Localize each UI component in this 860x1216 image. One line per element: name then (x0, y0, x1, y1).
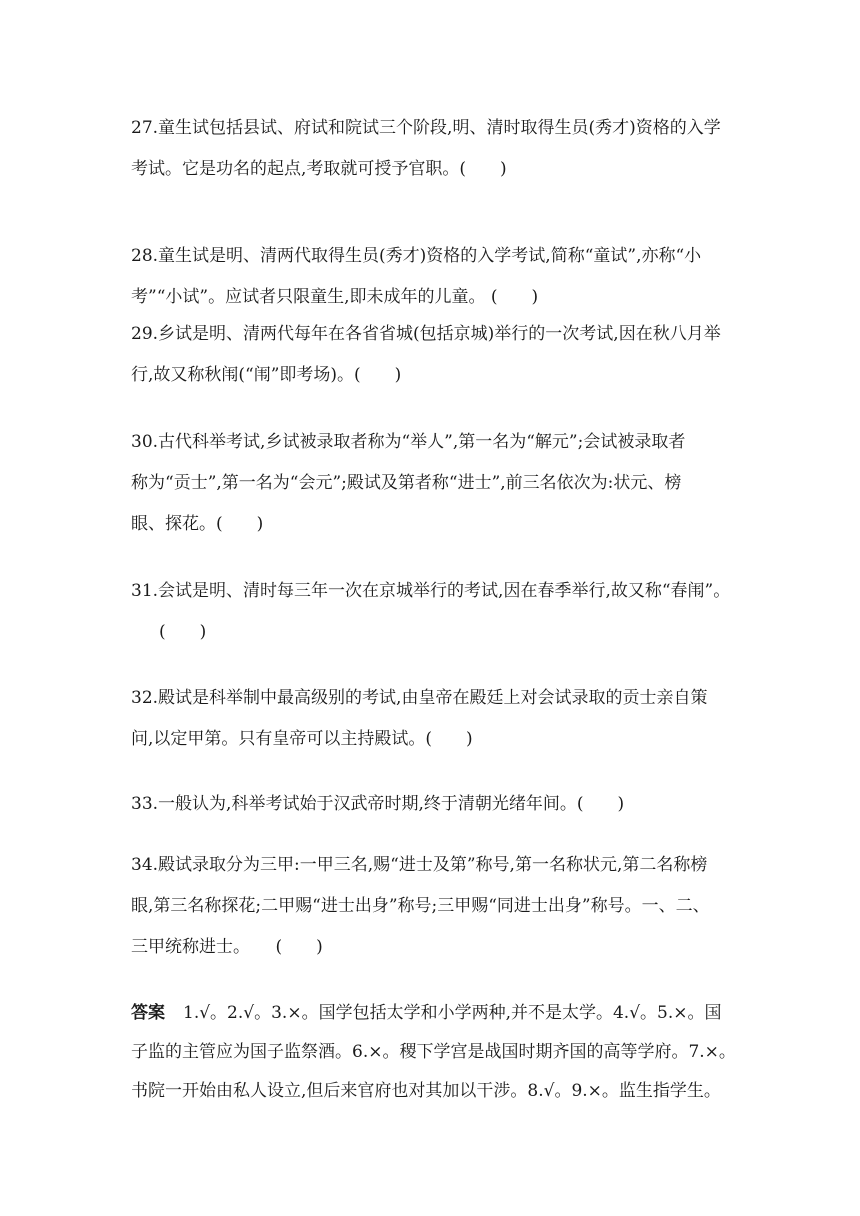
question-32-line-2: 问,以定甲第。只有皇帝可以主持殿试。( ) (131, 729, 473, 749)
answer-line-2: 子监的主管应为国子监祭酒。6.×。稷下学宫是战国时期齐国的高等学府。7.×。 (131, 1042, 736, 1062)
question-27-line-2: 考试。它是功名的起点,考取就可授予官职。( ) (131, 159, 507, 179)
question-29-line-1: 29.乡试是明、清两代每年在各省省城(包括京城)举行的一次考试,因在秋八月举 (131, 324, 721, 344)
question-28 (131, 236, 741, 318)
question-27-line-1: 27.童生试包括县试、府试和院试三个阶段,明、清时取得生员(秀才)资格的入学 (131, 118, 721, 138)
question-30-line-1: 30.古代科举考试,乡试被录取者称为“举人”,第一名为“解元”;会试被录取者 (131, 432, 686, 452)
question-32-line-1: 32.殿试是科举制中最高级别的考试,由皇帝在殿廷上对会试录取的贡士亲自策 (131, 688, 708, 708)
question-29-line-2: 行,故又称秋闱(“闱”即考场)。( ) (131, 365, 402, 385)
question-34-line-1: 34.殿试录取分为三甲:一甲三名,赐“进士及第”称号,第一名称状元,第二名称榜 (131, 855, 708, 875)
question-30-line-3: 眼、探花。( ) (131, 514, 264, 534)
question-32 (131, 678, 741, 760)
question-33 (131, 784, 741, 825)
answer-label: 答案 (131, 1003, 165, 1023)
answer-block (131, 994, 741, 1111)
question-28-line-1: 28.童生试是明、清两代取得生员(秀才)资格的入学考试,简称“童试”,亦称“小 (131, 246, 702, 266)
question-27 (131, 108, 741, 190)
answer-line-3: 书院一开始由私人设立,但后来官府也对其加以干涉。8.√。9.×。监生指学生。 (131, 1081, 721, 1101)
answer-line-1 (131, 1003, 722, 1023)
answer-line-1-text: 1.√。2.√。3.×。国学包括太学和小学两种,并不是太学。4.√。5.×。国 (183, 1003, 722, 1023)
question-31-line-1: 31.会试是明、清时每三年一次在京城举行的考试,因在春季举行,故又称“春闱”。 (131, 581, 731, 601)
question-33-line-1: 33.一般认为,科举考试始于汉武帝时期,终于清朝光绪年间。( ) (131, 794, 625, 814)
question-34 (131, 845, 741, 968)
question-29 (131, 314, 741, 396)
question-31 (131, 571, 741, 653)
question-34-line-3: 三甲统称进士。 ( ) (131, 937, 323, 957)
question-28-line-2: 考”“小试”。应试者只限童生,即未成年的儿童。 ( ) (131, 287, 539, 307)
question-30 (131, 422, 741, 545)
question-30-line-2: 称为“贡士”,第一名为“会元”;殿试及第者称“进士”,前三名依次为:状元、榜 (131, 473, 682, 493)
question-34-line-2: 眼,第三名称探花;二甲赐“进士出身”称号;三甲赐“同进士出身”称号。一、二、 (131, 896, 710, 916)
question-31-line-2: ( ) (159, 622, 207, 642)
